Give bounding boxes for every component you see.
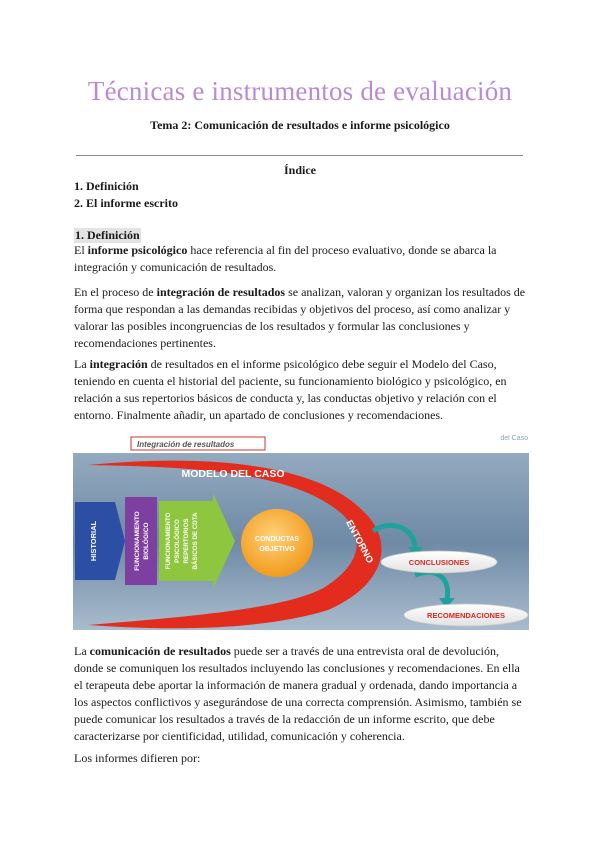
entorno-label: ENTORNO xyxy=(343,518,376,566)
psicologico-label-2: PSICOLÓGICO xyxy=(174,519,181,563)
modelo-del-caso-diagram xyxy=(73,435,529,630)
biologico-label-2: BIOLÓGICO xyxy=(143,522,150,560)
divider xyxy=(76,155,523,156)
index-item[interactable]: 1. Definición xyxy=(74,179,139,193)
document-title: Técnicas e instrumentos de evaluación xyxy=(87,76,513,106)
conductas-label-1: CONDUCTAS xyxy=(254,536,300,543)
psicologico-label-1: FUNCIONAMIENTO xyxy=(165,512,172,570)
modelo-heading: MODELO DEL CASO xyxy=(181,468,285,480)
paragraph-2: En el proceso de integración de resultados se analizan, valoran y organizan los resultados de forma que respondan a las demandas recibidas y objetivos del proceso, así como analizar y valorar las posibles incongruencias de los resultados y formular las conclusiones y recomendaciones pertinentes. xyxy=(74,285,526,350)
paragraph-5: Los informes difieren por: xyxy=(74,751,201,765)
paragraph-4: La comunicación de resultados puede ser a través de una entrevista oral de devolución, donde se comuniquen los resultados incluyendo las conclusiones y recomendaciones. En ella el terapeuta debe aportar la información de manera gradual y ordenada, dando importancia a los aspectos conflictivos y asegurándose de una correcta comprensión. Asimismo, también se puede comunicar los resultados a través de la redacción de un informe escrito, que debe caracterizarse por cientificidad, utilidad, comunicación y coherencia. xyxy=(74,644,522,743)
corner-text: del Caso xyxy=(500,435,528,442)
psicologico-label-4: BÁSICOS DE CDTA xyxy=(192,512,199,570)
psicologico-label-3: REPERTORIOS xyxy=(183,518,190,564)
biologico-block xyxy=(125,497,157,585)
historial-block xyxy=(75,502,125,580)
index-title: Índice xyxy=(283,163,316,177)
index-item[interactable]: 2. El informe escrito xyxy=(74,196,178,210)
document-subtitle: Tema 2: Comunicación de resultados e informe psicológico xyxy=(150,118,450,132)
biologico-label-1: FUNCIONAMIENTO xyxy=(134,511,141,571)
section-heading: 1. Definición xyxy=(75,228,140,242)
conclusiones-label: CONCLUSIONES xyxy=(408,558,470,567)
integracion-label: Integración de resultados xyxy=(137,440,235,449)
paragraph-1: El informe psicológico hace referencia al fin del proceso evaluativo, donde se abarca la integración y comunicación de resultados. xyxy=(74,243,497,274)
conductas-label-2: OBJETIVO xyxy=(259,546,295,553)
historial-label: HISTORIAL xyxy=(89,520,98,562)
paragraph-3: La integración de resultados en el informe psicológico debe seguir el Modelo del Caso, teniendo en cuenta el historial del paciente, su funcionamiento biológico y psicológico, en relación a sus repertorios básicos de conducta y, las conductas objetivo y relación con el entorno. Finalmente añadir, un apartado de conclusiones y recomendaciones. xyxy=(74,357,507,422)
conductas-circle xyxy=(241,509,313,577)
recomendaciones-label: RECOMENDACIONES xyxy=(427,611,505,620)
